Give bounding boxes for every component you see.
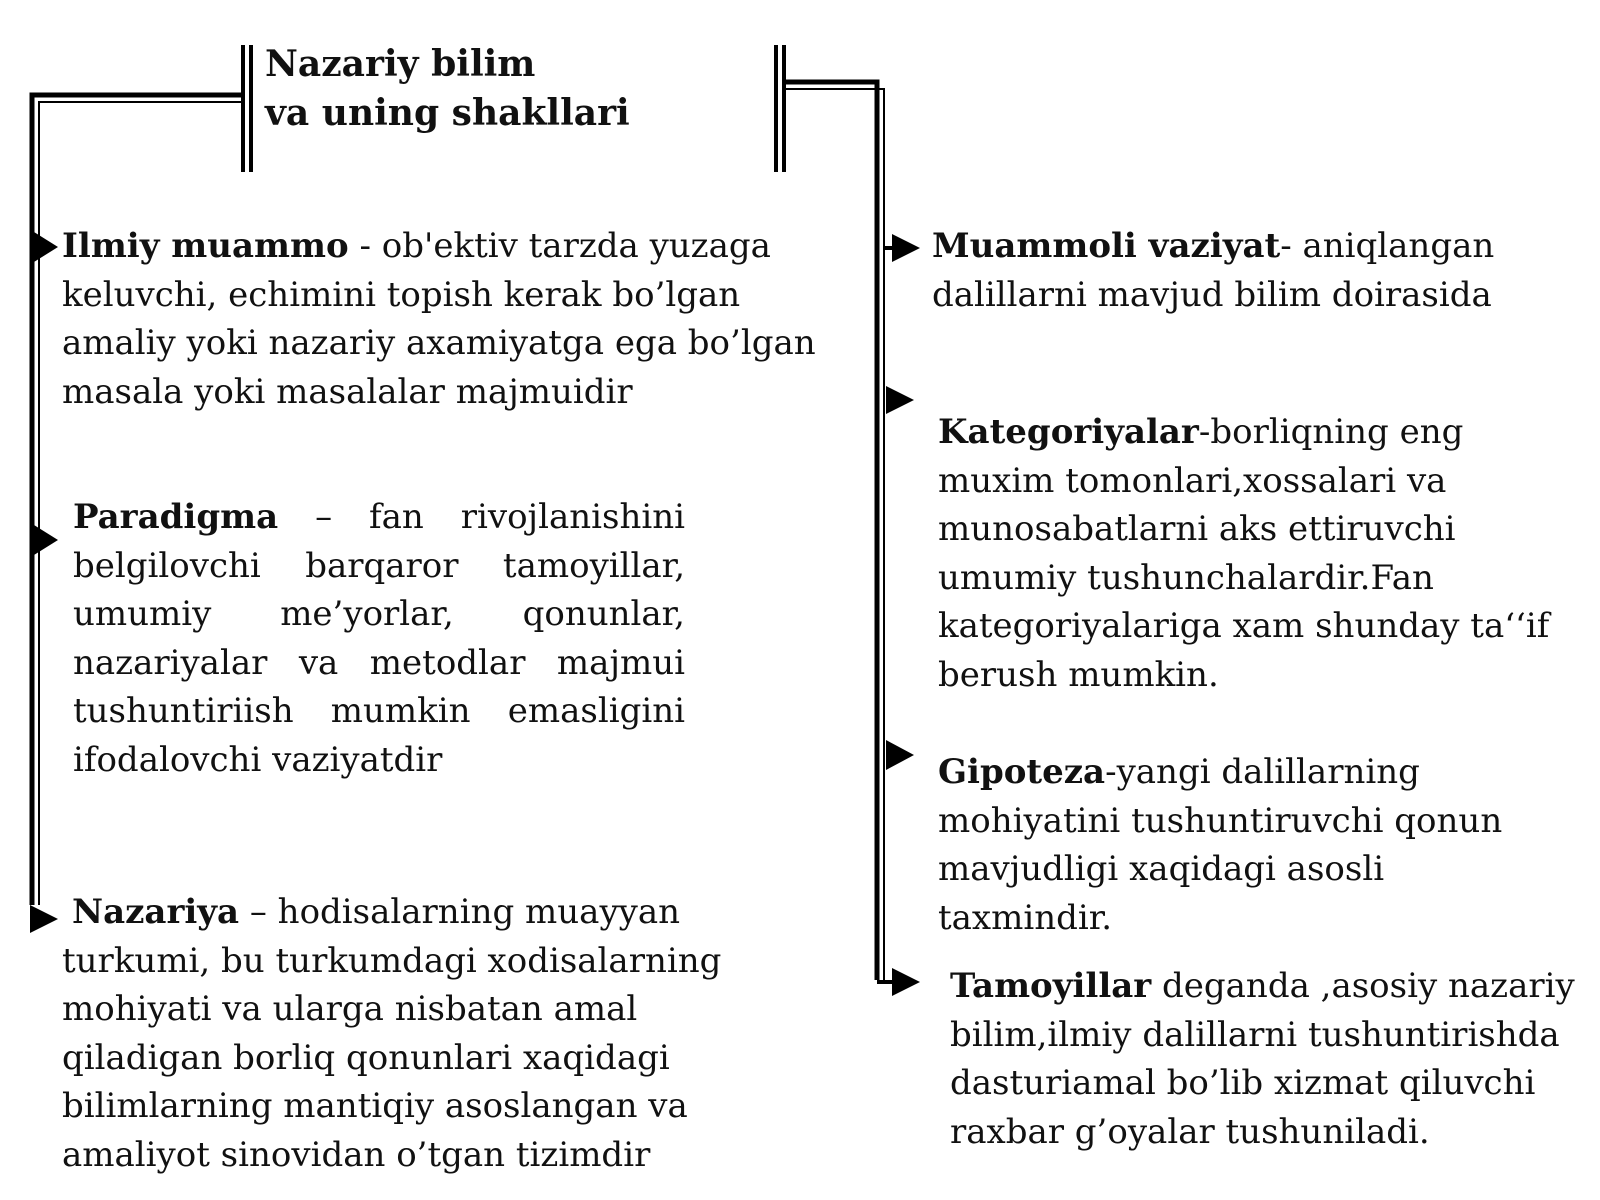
term-label: Tamoyillar (950, 966, 1152, 1006)
kategoriyalar-block (938, 408, 1578, 699)
nazariya-block (62, 888, 762, 1179)
term-label: Gipoteza (938, 752, 1106, 792)
muammoli-vaziyat-block (932, 222, 1512, 319)
term-label: Paradigma (73, 497, 279, 537)
paradigma-block (73, 493, 685, 784)
diagram-title (265, 40, 785, 138)
arrow-icon (892, 234, 920, 262)
arrow-icon (34, 525, 58, 555)
term-label: Ilmiy muammo (62, 226, 349, 266)
definition-text: - ob'ektiv tarzda yuzaga keluvchi, echimini topish kerak bo’lgan amaliy yoki nazariy axamiyatga ega bo’lgan masala yoki masalalar majmuidir (62, 226, 816, 412)
arrow-icon (892, 968, 920, 996)
definition-text: – fan rivojlanishini belgilovchi barqaror tamoyillar, umumiy me’yorlar, qonunlar, nazariyalar va metodlar majmui tushuntiriish mumkin emasligini ifodalovchi vaziyatdir (73, 497, 685, 780)
ilmiy-muammo-block (62, 222, 827, 416)
definition-text: -yangi dalillarning mohiyatini tushuntiruvchi qonun mavjudligi xaqidagi asosli taxmindir. (938, 752, 1503, 938)
arrow-icon (30, 905, 58, 933)
arrow-icon (34, 232, 58, 262)
definition-text: deganda ,asosiy nazariy bilim,ilmiy dalillarni tushuntirishda dasturiamal bo’lib xizmat qiluvchi raxbar g’oyalar tushuniladi. (950, 966, 1575, 1152)
arrow-icon (886, 386, 914, 414)
title-line-1: Nazariy bilim (265, 43, 536, 85)
definition-text: - aniqlangan dalillarni mavjud bilim doirasida (932, 226, 1495, 315)
term-label: Muammoli vaziyat (932, 226, 1281, 266)
term-label: Kategoriyalar (938, 412, 1199, 452)
definition-text: -borliqning eng muxim tomonlari,xossalari va munosabatlarni aks ettiruvchi umumiy tushunchalardir.Fan kategoriyalariga xam shunday ta‘‘if berush mumkin. (938, 412, 1550, 695)
title-bracket-left (243, 45, 251, 172)
gipoteza-block (938, 748, 1538, 942)
tamoyillar-block (950, 962, 1590, 1156)
title-line-2: va uning shakllari (265, 92, 630, 134)
definition-text: – hodisalarning muayyan turkumi, bu turkumdagi xodisalarning mohiyati va ularga nisbatan amal qiladigan borliq qonunlari xaqidagi bilimlarning mantiqiy asoslangan va amaliyot sinovidan o’tgan tizimdir (62, 892, 722, 1175)
right-trunk-line (784, 82, 884, 980)
arrow-icon (886, 740, 914, 770)
term-label: Nazariya (72, 892, 240, 932)
